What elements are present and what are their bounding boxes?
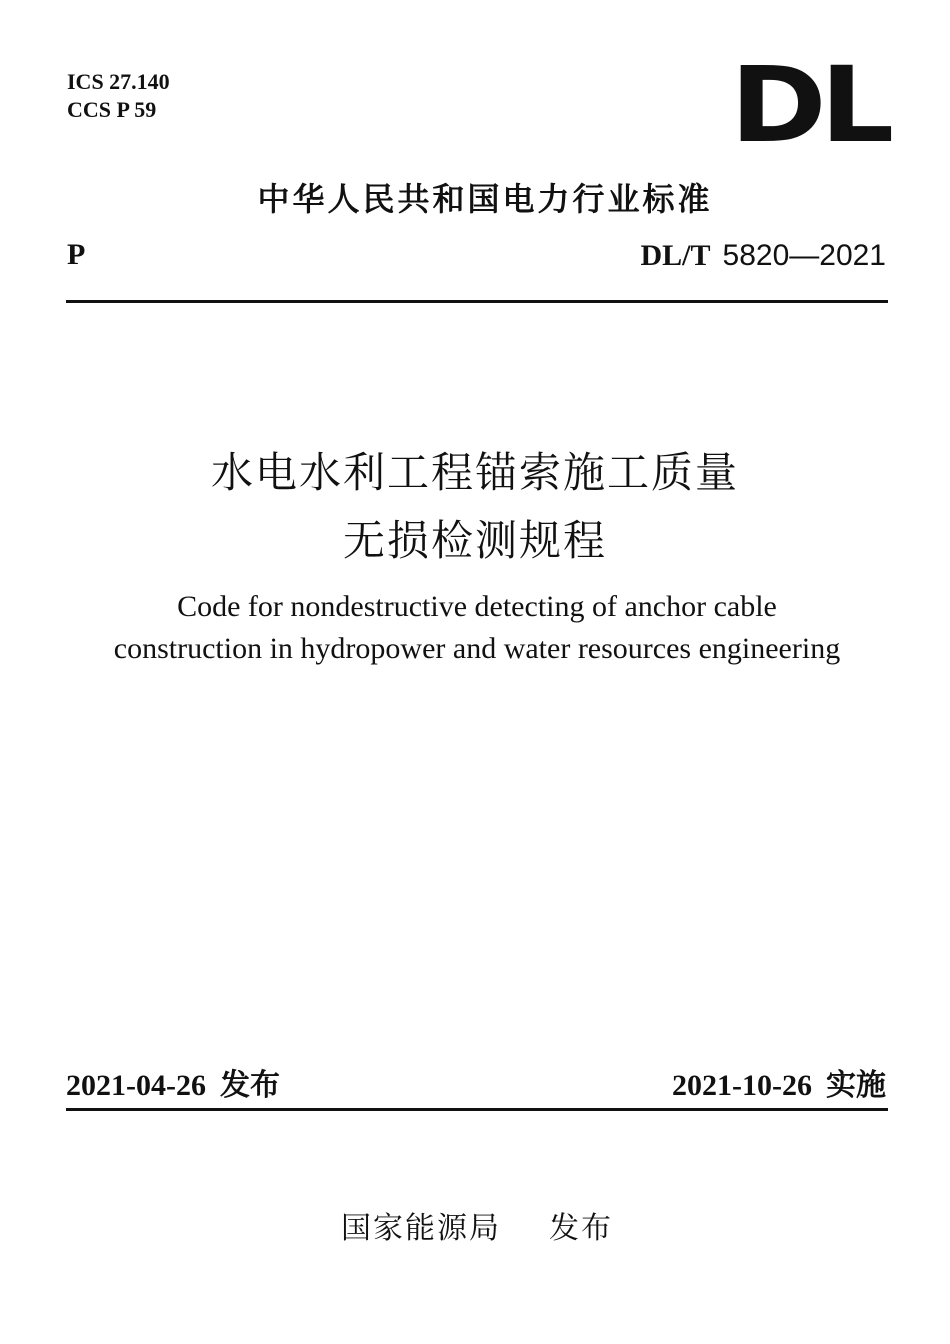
category-letter: P [67,238,86,271]
standard-prefix: DL/T [640,239,711,272]
effective-label: 实施 [826,1068,886,1103]
english-title-line-1: Code for nondestructive detecting of anchor cable [177,590,777,623]
bottom-divider [66,1108,888,1111]
publisher-action: 发布 [549,1211,613,1246]
ics-code: ICS 27.140 [67,69,170,94]
standard-number [640,238,886,273]
issue-date-line [66,1060,280,1104]
english-title-line-2: construction in hydropower and water resources engineering [113,632,841,665]
standard-code: 5820—2021 [722,239,886,272]
publisher-name: 国家能源局 [341,1211,501,1246]
publisher-line [0,1203,950,1247]
industry-standard-heading: 中华人民共和国电力行业标准 [257,180,713,218]
ccs-code: CCS P 59 [67,97,157,122]
classification-codes [67,68,170,124]
dl-logo: DL [730,44,888,166]
issue-date: 2021-04-26 [66,1069,206,1102]
top-divider [66,300,888,303]
chinese-title-line-2: 无损检测规程 [342,516,607,565]
chinese-title-line-1: 水电水利工程锚索施工质量 [210,448,739,497]
effective-date: 2021-10-26 [672,1069,812,1102]
issue-label: 发布 [219,1068,280,1103]
effective-date-line [672,1060,886,1104]
